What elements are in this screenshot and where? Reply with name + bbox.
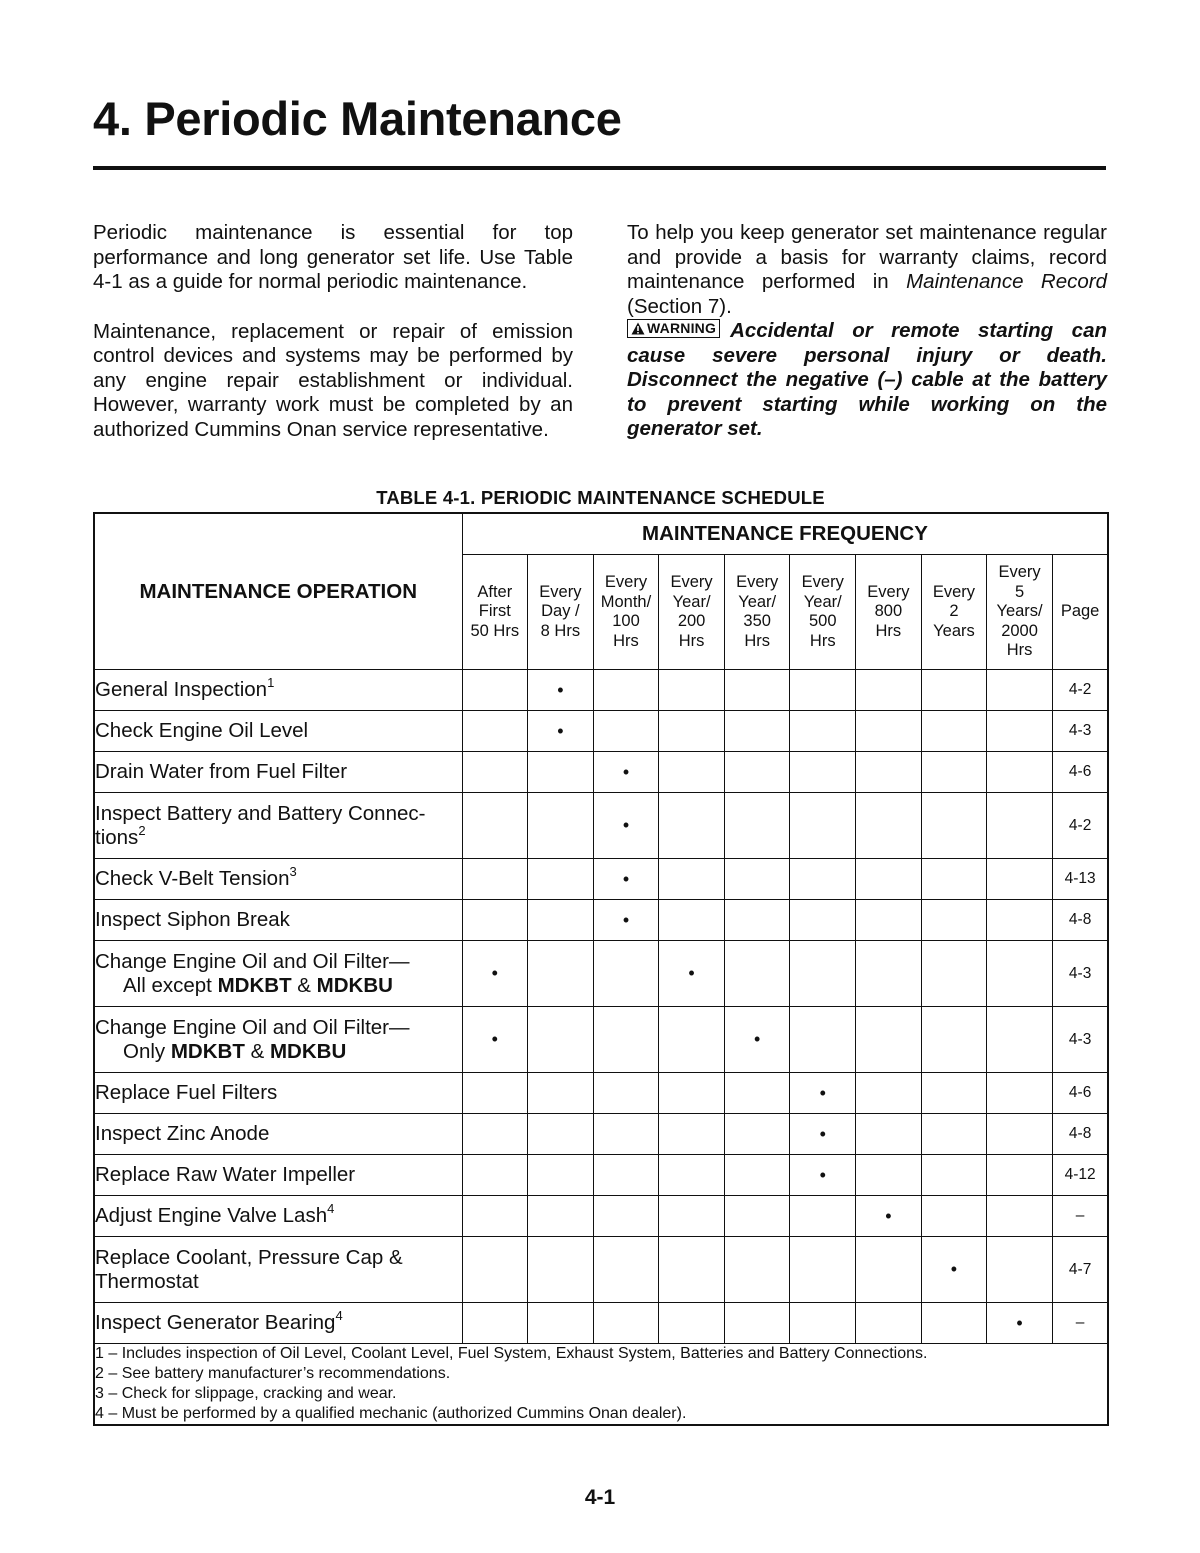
frequency-cell [462, 1114, 528, 1155]
maintenance-operation-cell [94, 793, 462, 859]
maintenance-operation-cell [94, 1196, 462, 1237]
frequency-cell [593, 1237, 659, 1303]
maintenance-operation-cell [94, 941, 462, 1007]
operation-text: Replace Raw Water Impeller [95, 1163, 356, 1186]
frequency-cell [659, 670, 725, 711]
maintenance-operation-cell [94, 859, 462, 900]
maintenance-operation-cell [94, 1073, 462, 1114]
frequency-cell [790, 900, 856, 941]
maintenance-operation-cell [94, 711, 462, 752]
frequency-cell [528, 859, 594, 900]
frequency-cell [528, 941, 594, 1007]
frequency-cell [921, 1073, 987, 1114]
frequency-column-header: After First 50 Hrs [462, 555, 528, 670]
page-reference: 4-3 [1052, 941, 1108, 1007]
frequency-cell [856, 941, 922, 1007]
frequency-cell [790, 793, 856, 859]
frequency-cell [790, 1114, 856, 1155]
model-name: MDKBT [170, 1039, 245, 1063]
frequency-cell [987, 1073, 1053, 1114]
footnotes-row [94, 1344, 1108, 1426]
frequency-cell [921, 711, 987, 752]
page-reference: 4-7 [1052, 1237, 1108, 1303]
frequency-bullet: • [688, 963, 695, 983]
frequency-cell [462, 1073, 528, 1114]
model-name: MDKBU [269, 1039, 347, 1063]
frequency-cell [593, 1303, 659, 1344]
table-row [94, 1196, 1108, 1237]
frequency-cell [987, 1155, 1053, 1196]
frequency-cell [724, 1114, 790, 1155]
frequency-cell [790, 941, 856, 1007]
table-row [94, 900, 1108, 941]
operation-text: Change Engine Oil and Oil Filter— [95, 949, 410, 973]
frequency-cell [790, 1155, 856, 1196]
qualifier-prefix: All except [123, 973, 218, 997]
frequency-bullet: • [885, 1205, 892, 1226]
frequency-cell [921, 859, 987, 900]
warning-badge [627, 319, 720, 338]
frequency-cell [790, 711, 856, 752]
frequency-cell [856, 859, 922, 900]
frequency-cell [659, 711, 725, 752]
frequency-cell [856, 793, 922, 859]
frequency-cell [593, 1155, 659, 1196]
frequency-bullet: • [622, 761, 630, 782]
frequency-cell [462, 752, 528, 793]
operation-text: Replace Fuel Filters [95, 1081, 278, 1104]
operation-text: Inspect Battery and Battery Connec- [95, 801, 426, 825]
frequency-cell [659, 1073, 725, 1114]
operation-text: Inspect Siphon Break [95, 908, 290, 931]
frequency-cell [921, 793, 987, 859]
frequency-cell [790, 859, 856, 900]
frequency-cell [724, 793, 790, 859]
frequency-cell [987, 670, 1053, 711]
footnote: 4 – Must be performed by a qualified mechanic (authorized Cummins Onan dealer). [95, 1405, 687, 1422]
footnote-reference: 4 [327, 1201, 335, 1217]
frequency-cell [987, 752, 1053, 793]
frequency-cell [462, 900, 528, 941]
frequency-bullet: • [491, 1029, 498, 1049]
frequency-cell [724, 1237, 790, 1303]
frequency-cell [659, 941, 725, 1007]
frequency-column-header: Every Year/ 500 Hrs [790, 555, 856, 670]
frequency-cell [659, 752, 725, 793]
model-name: MDKBT [217, 973, 292, 997]
footnote-reference: 2 [138, 822, 146, 838]
table-row [94, 752, 1108, 793]
page-reference: 4-12 [1052, 1155, 1108, 1196]
frequency-cell [856, 1007, 922, 1073]
frequency-cell [528, 670, 594, 711]
frequency-cell [921, 1007, 987, 1073]
page-reference: 4-2 [1052, 670, 1108, 711]
frequency-cell [724, 1073, 790, 1114]
frequency-bullet: • [819, 1082, 826, 1103]
frequency-cell [856, 752, 922, 793]
table-row [94, 1237, 1108, 1303]
frequency-cell [790, 1303, 856, 1344]
frequency-column-header: Every Day / 8 Hrs [528, 555, 594, 670]
frequency-cell [593, 1007, 659, 1073]
operation-model-qualifier [95, 1040, 346, 1064]
footnote: 1 – Includes inspection of Oil Level, Coolant Level, Fuel System, Exhaust System, Batteries and Battery Connections. [95, 1345, 928, 1362]
frequency-bullet: • [754, 1029, 761, 1049]
maintenance-record-reference: Maintenance Record [906, 270, 1108, 293]
paragraph-3-text-a: To help you keep generator set maintenance regular and provide a basis for warranty claims, record maintenance performed in [627, 221, 1107, 293]
frequency-cell [790, 670, 856, 711]
intro-paragraph-3 [627, 221, 1107, 319]
frequency-cell [856, 1073, 922, 1114]
table-row [94, 859, 1108, 900]
maintenance-schedule-table [93, 512, 1109, 1426]
frequency-cell [921, 1114, 987, 1155]
maintenance-operation-header: MAINTENANCE OPERATION [94, 513, 462, 670]
footnote-reference: 4 [335, 1308, 343, 1324]
page-reference: 4-6 [1052, 1073, 1108, 1114]
warning-triangle-icon [631, 322, 645, 335]
frequency-cell [921, 1196, 987, 1237]
frequency-cell [528, 1155, 594, 1196]
maintenance-operation-cell [94, 670, 462, 711]
frequency-cell [724, 670, 790, 711]
intro-paragraph-2: Maintenance, replacement or repair of emission control devices and systems may be performed by any engine repair establishment or individual. However, warranty work must be completed by an authorized Cummins Onan service representative. [93, 319, 573, 441]
frequency-cell [724, 752, 790, 793]
frequency-cell [790, 1196, 856, 1237]
footnote: 2 – See battery manufacturer’s recommendations. [95, 1365, 451, 1382]
frequency-cell [987, 793, 1053, 859]
frequency-cell [462, 859, 528, 900]
operation-text: Check V-Belt Tension [95, 867, 290, 890]
maintenance-operation-cell [94, 1303, 462, 1344]
frequency-cell [987, 1007, 1053, 1073]
frequency-cell [659, 1237, 725, 1303]
frequency-cell [462, 1196, 528, 1237]
frequency-cell [724, 1196, 790, 1237]
table-row [94, 670, 1108, 711]
page-title: 4. Periodic Maintenance [93, 92, 622, 145]
frequency-cell [528, 711, 594, 752]
frequency-cell [987, 900, 1053, 941]
frequency-cell [528, 1303, 594, 1344]
operation-text: Inspect Zinc Anode [95, 1122, 270, 1145]
frequency-cell [724, 711, 790, 752]
page-reference: 4-2 [1052, 793, 1108, 859]
frequency-cell [921, 1155, 987, 1196]
page-reference: 4-8 [1052, 900, 1108, 941]
frequency-cell [921, 900, 987, 941]
intro-right-column [627, 221, 1107, 442]
frequency-cell [856, 1196, 922, 1237]
frequency-column-header: Every 800 Hrs [856, 555, 922, 670]
maintenance-frequency-header: MAINTENANCE FREQUENCY [462, 513, 1108, 555]
frequency-cell [790, 1073, 856, 1114]
frequency-cell [987, 1196, 1053, 1237]
warning-label: WARNING [647, 320, 717, 336]
frequency-cell [659, 1007, 725, 1073]
frequency-cell [987, 711, 1053, 752]
frequency-cell [528, 900, 594, 941]
table-row [94, 1114, 1108, 1155]
frequency-cell [987, 1237, 1053, 1303]
frequency-cell [462, 793, 528, 859]
operation-text: Adjust Engine Valve Lash [95, 1204, 328, 1227]
table-row [94, 793, 1108, 859]
frequency-cell [856, 1155, 922, 1196]
warning-text: Accidental or remote starting can cause severe personal injury or death. Disconnect the negative (–) cable at the battery to prevent starting while working on the generator set. [627, 319, 1107, 440]
frequency-cell [528, 752, 594, 793]
maintenance-operation-cell [94, 752, 462, 793]
page-reference: 4-3 [1052, 1007, 1108, 1073]
frequency-column-header: Every Month/ 100 Hrs [593, 555, 659, 670]
qualifier-ampersand: & [244, 1039, 270, 1063]
frequency-cell [528, 1237, 594, 1303]
frequency-cell [528, 1073, 594, 1114]
frequency-cell [790, 1237, 856, 1303]
frequency-cell [528, 1007, 594, 1073]
maintenance-operation-cell [94, 1114, 462, 1155]
title-rule [93, 166, 1106, 170]
frequency-cell [593, 711, 659, 752]
operation-text-continued: Thermostat [95, 1269, 199, 1293]
frequency-bullet: • [622, 909, 630, 930]
intro-left-column [93, 221, 573, 442]
frequency-cell [790, 1007, 856, 1073]
frequency-cell [659, 1114, 725, 1155]
operation-text: Check Engine Oil Level [95, 719, 309, 742]
model-name: MDKBU [316, 973, 393, 997]
page-reference: 4-3 [1052, 711, 1108, 752]
frequency-cell [462, 670, 528, 711]
page-reference: 4-13 [1052, 859, 1108, 900]
frequency-cell [724, 1007, 790, 1073]
page-reference: – [1052, 1196, 1108, 1237]
frequency-cell [987, 859, 1053, 900]
frequency-cell [528, 793, 594, 859]
frequency-cell [659, 1196, 725, 1237]
table-row [94, 1073, 1108, 1114]
frequency-cell [462, 1237, 528, 1303]
table-caption: TABLE 4-1. PERIODIC MAINTENANCE SCHEDULE [376, 487, 825, 508]
frequency-cell [856, 1237, 922, 1303]
frequency-cell [528, 1114, 594, 1155]
frequency-cell [724, 941, 790, 1007]
operation-text: Drain Water from Fuel Filter [95, 760, 348, 783]
maintenance-operation-cell [94, 1155, 462, 1196]
frequency-cell [462, 711, 528, 752]
frequency-cell [462, 941, 528, 1007]
footnote-reference: 3 [289, 864, 297, 880]
frequency-bullet: • [622, 815, 630, 835]
frequency-bullet: • [1016, 1312, 1023, 1333]
maintenance-operation-cell [94, 1007, 462, 1073]
frequency-cell [659, 1303, 725, 1344]
page-reference: 4-8 [1052, 1114, 1108, 1155]
frequency-cell [659, 793, 725, 859]
frequency-cell [987, 941, 1053, 1007]
frequency-cell [593, 1073, 659, 1114]
frequency-cell [593, 1196, 659, 1237]
footnotes-cell [94, 1344, 1108, 1426]
frequency-cell [462, 1155, 528, 1196]
page-number: 4-1 [584, 1486, 616, 1509]
frequency-cell [659, 900, 725, 941]
frequency-cell [856, 711, 922, 752]
table-row [94, 1155, 1108, 1196]
table-row [94, 1303, 1108, 1344]
table-row [94, 941, 1108, 1007]
operation-text-continued: tions [95, 825, 139, 849]
frequency-bullet: • [622, 868, 630, 889]
operation-text: Change Engine Oil and Oil Filter— [95, 1015, 410, 1039]
frequency-cell [528, 1196, 594, 1237]
frequency-cell [659, 859, 725, 900]
frequency-cell [593, 941, 659, 1007]
frequency-cell [593, 793, 659, 859]
table-row [94, 711, 1108, 752]
frequency-cell [921, 670, 987, 711]
frequency-cell [921, 752, 987, 793]
qualifier-prefix: Only [123, 1039, 171, 1063]
frequency-bullet: • [557, 679, 564, 700]
frequency-bullet: • [557, 720, 564, 741]
maintenance-operation-cell [94, 1237, 462, 1303]
footnote-reference: 1 [267, 675, 275, 691]
frequency-cell [724, 1155, 790, 1196]
frequency-cell [724, 1303, 790, 1344]
frequency-cell [593, 1114, 659, 1155]
frequency-cell [724, 859, 790, 900]
frequency-cell [659, 1155, 725, 1196]
table-row [94, 1007, 1108, 1073]
frequency-bullet: • [491, 963, 498, 983]
operation-text: General Inspection [95, 678, 268, 701]
frequency-cell [462, 1303, 528, 1344]
frequency-column-header: Every Year/ 200 Hrs [659, 555, 725, 670]
warning-notice [627, 319, 1107, 442]
frequency-cell [593, 900, 659, 941]
frequency-column-header: Every 2 Years [921, 555, 987, 670]
page-column-header: Page [1052, 555, 1108, 670]
qualifier-ampersand: & [291, 973, 317, 997]
frequency-cell [856, 670, 922, 711]
frequency-cell [856, 900, 922, 941]
page-reference: 4-6 [1052, 752, 1108, 793]
intro-paragraph-1: Periodic maintenance is essential for top performance and long generator set life. Use Table 4-1 as a guide for normal periodic maintenance. [93, 221, 573, 293]
frequency-cell [921, 1303, 987, 1344]
frequency-cell [724, 900, 790, 941]
footnote: 3 – Check for slippage, cracking and wear. [95, 1385, 397, 1402]
operation-text: Replace Coolant, Pressure Cap & [95, 1245, 403, 1269]
frequency-cell [593, 859, 659, 900]
frequency-cell [987, 1303, 1053, 1344]
frequency-cell [987, 1114, 1053, 1155]
schedule-body [94, 670, 1108, 1426]
frequency-bullet: • [950, 1259, 958, 1279]
operation-text: Inspect Generator Bearing [95, 1311, 336, 1334]
frequency-cell [790, 752, 856, 793]
frequency-cell [593, 752, 659, 793]
frequency-cell [593, 670, 659, 711]
frequency-cell [856, 1303, 922, 1344]
frequency-bullet: • [819, 1164, 826, 1185]
frequency-column-header: Every 5 Years/ 2000 Hrs [987, 555, 1053, 670]
operation-model-qualifier [95, 974, 393, 998]
frequency-cell [921, 1237, 987, 1303]
frequency-cell [462, 1007, 528, 1073]
page-reference: – [1052, 1303, 1108, 1344]
frequency-bullet: • [819, 1123, 826, 1144]
frequency-cell [921, 941, 987, 1007]
paragraph-3-text-b: (Section 7). [627, 294, 732, 318]
maintenance-operation-cell [94, 900, 462, 941]
frequency-cell [856, 1114, 922, 1155]
frequency-column-header: Every Year/ 350 Hrs [724, 555, 790, 670]
